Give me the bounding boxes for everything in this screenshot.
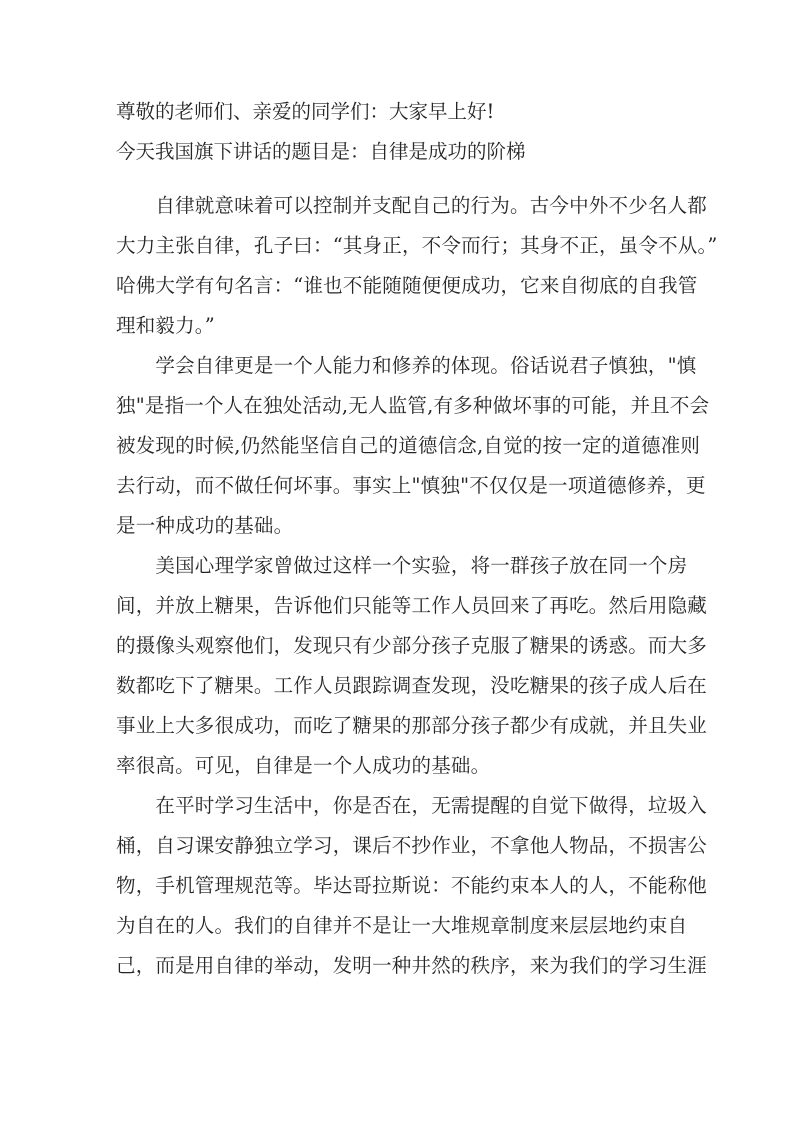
paragraph-3-line-6: 率很高。可见，自律是一个人成功的基础。 bbox=[116, 754, 491, 777]
paragraph-2-line-3: 被发现的时候,仍然能坚信自己的道德信念,自觉的按一定的道德准则 bbox=[116, 434, 701, 457]
paragraph-1-line-2: 大力主张自律，孔子曰：“其身正，不令而行；其身不正，虽令不从。” bbox=[116, 234, 718, 257]
paragraph-2-line-1: 学会自律更是一个人能力和修养的体现。俗话说君子慎独，"慎 bbox=[116, 354, 697, 377]
paragraph-3 bbox=[116, 546, 708, 786]
paragraph-1-line-4: 理和毅力。” bbox=[116, 314, 215, 337]
paragraph-4-line-5: 己，而是用自律的举动，发明一种井然的秩序，来为我们的学习生涯 bbox=[116, 954, 708, 977]
document-body bbox=[116, 92, 718, 986]
topic-line: 今天我国旗下讲话的题目是：自律是成功的阶梯 bbox=[116, 140, 526, 163]
paragraph-4-line-1: 在平时学习生活中，你是否在，无需提醒的自觉下做得，垃圾入 bbox=[116, 794, 708, 817]
paragraph-3-line-5: 事业上大多很成功，而吃了糖果的那部分孩子都少有成就，并且失业 bbox=[116, 714, 708, 737]
paragraph-3-line-1: 美国心理学家曾做过这样一个实验，将一群孩子放在同一个房 bbox=[116, 554, 688, 577]
paragraph-4-line-4: 为自在的人。我们的自律并不是让一大堆规章制度来层层地约束自 bbox=[116, 914, 688, 937]
paragraph-2-line-5: 是一种成功的基础。 bbox=[116, 514, 294, 537]
paragraph-2 bbox=[116, 346, 710, 546]
paragraph-3-line-4: 数都吃下了糖果。工作人员跟踪调查发现，没吃糖果的孩子成人后在 bbox=[116, 674, 708, 697]
paragraph-4-line-3: 物，手机管理规范等。毕达哥拉斯说：不能约束本人的人，不能称他 bbox=[116, 874, 708, 897]
heading-body-gap bbox=[116, 172, 682, 186]
paragraph-1-line-1: 自律就意味着可以控制并支配自己的行为。古今中外不少名人都 bbox=[116, 194, 708, 217]
paragraph-3-line-2: 间，并放上糖果，告诉他们只能等工作人员回来了再吃。然后用隐藏 bbox=[116, 594, 708, 617]
paragraph-2-line-2: 独"是指一个人在独处活动,无人监管,有多种做坏事的可能，并且不会 bbox=[116, 394, 710, 417]
paragraph-4 bbox=[116, 786, 708, 986]
paragraph-4-line-2: 桶，自习课安静独立学习，课后不抄作业，不拿他人物品，不损害公 bbox=[116, 834, 708, 857]
paragraph-3-line-3: 的摄像头观察他们，发现只有少部分孩子克服了糖果的诱惑。而大多 bbox=[116, 634, 708, 657]
paragraph-1-line-3: 哈佛大学有句名言：“谁也不能随随便便成功，它来自彻底的自我管 bbox=[116, 274, 698, 297]
paragraph-1 bbox=[116, 186, 718, 346]
paragraph-2-line-4: 去行动，而不做任何坏事。事实上"慎独"不仅仅是一项道德修养，更 bbox=[116, 474, 706, 497]
salutation-line: 尊敬的老师们、亲爱的同学们：大家早上好! bbox=[116, 100, 495, 123]
